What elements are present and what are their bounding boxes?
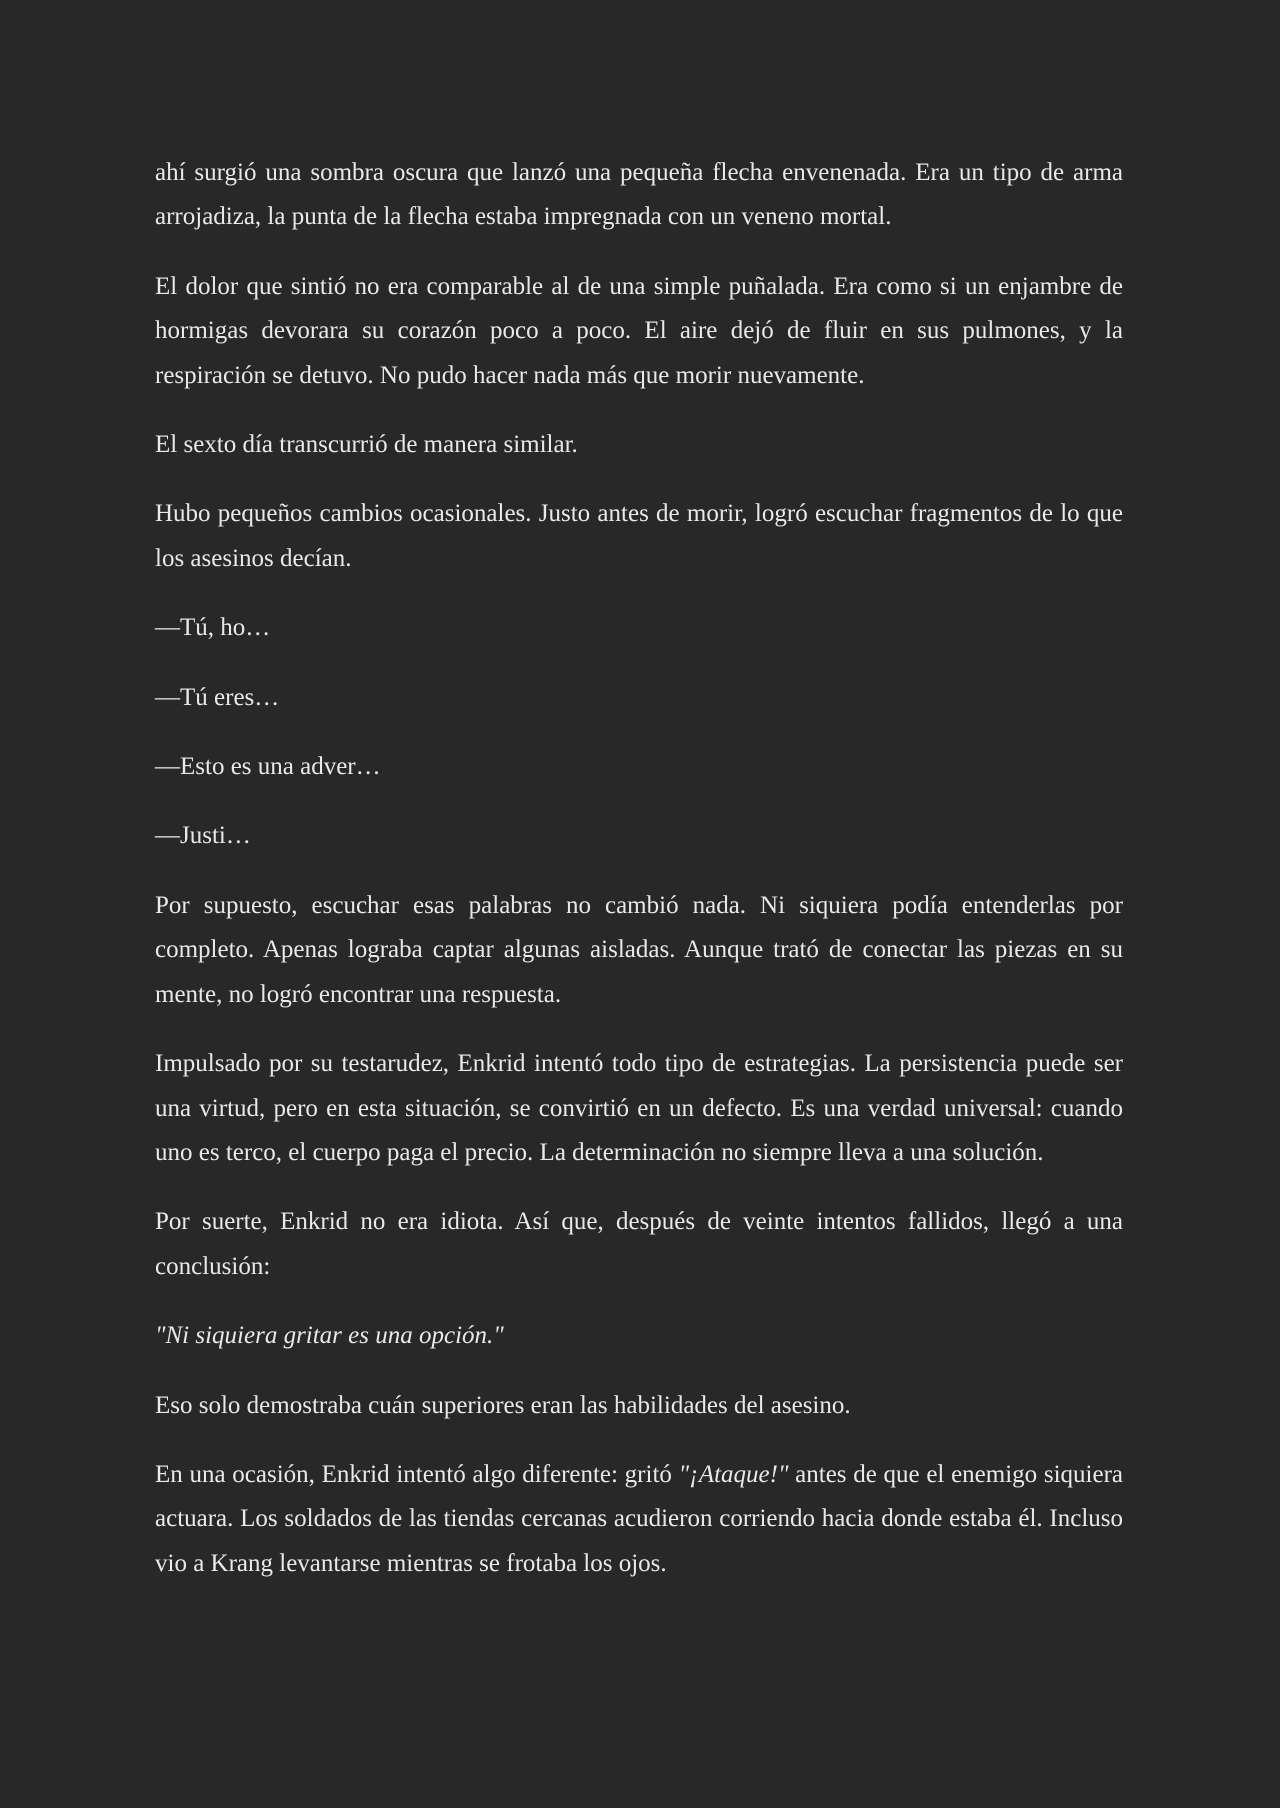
dialogue-line: —Tú eres… [155,683,280,711]
italic-thought-text: "Ni siquiera gritar es una opción." [155,1322,504,1350]
dialogue-line: —Esto es una adver… [155,753,381,781]
paragraph-text-before: En una ocasión, Enkrid intentó algo diferente: gritó [155,1460,679,1488]
shout-emphasis: "¡Ataque!" [678,1460,789,1488]
paragraph: ahí surgió una sombra oscura que lanzó una pequeña flecha envenenada. Era un tipo de arma arrojadiza, la punta de la flecha estaba impregnada con un veneno mortal. [155,159,1123,231]
paragraph: Por suerte, Enkrid no era idiota. Así que, después de veinte intentos fallidos, llegó a una conclusión: [155,1208,1123,1280]
paragraph: El sexto día transcurrió de manera similar. [155,431,578,459]
paragraph: Eso solo demostraba cuán superiores eran las habilidades del asesino. [155,1391,851,1419]
paragraph: Por supuesto, escuchar esas palabras no cambió nada. Ni siquiera podía entenderlas por completo. Apenas lograba captar algunas aisladas. Aunque trató de conectar las piezas en su mente, no logró encontrar una respuesta. [155,891,1123,1008]
paragraph: El dolor que sintió no era comparable al de una simple puñalada. Era como si un enjambre de hormigas devorara su corazón poco a poco. El aire dejó de fluir en sus pulmones, y la respiración se detuvo. No pudo hacer nada más que morir nuevamente. [155,272,1123,389]
chapter-text [155,151,1123,1586]
paragraph: Impulsado por su testarudez, Enkrid intentó todo tipo de estrategias. La persistencia puede ser una virtud, pero en esta situación, se convirtió en un defecto. Es una verdad universal: cuando uno es terco, el cuerpo paga el precio. La determinación no siempre lleva a una solución. [155,1050,1123,1166]
paragraph [155,1453,1123,1586]
paragraph: Hubo pequeños cambios ocasionales. Justo antes de morir, logró escuchar fragmentos de lo que los asesinos decían. [155,500,1123,572]
paragraph-text-after: antes de que el enemigo siquiera actuara. Los soldados de las tiendas cercanas acudieron corriendo hacia donde estaba él. Incluso vio a Krang levantarse mientras se frotaba los ojos. [155,1460,1123,1577]
dialogue-line: —Tú, ho… [155,614,271,642]
dialogue-line: —Justi… [155,822,251,850]
italic-thought [155,1314,1123,1358]
